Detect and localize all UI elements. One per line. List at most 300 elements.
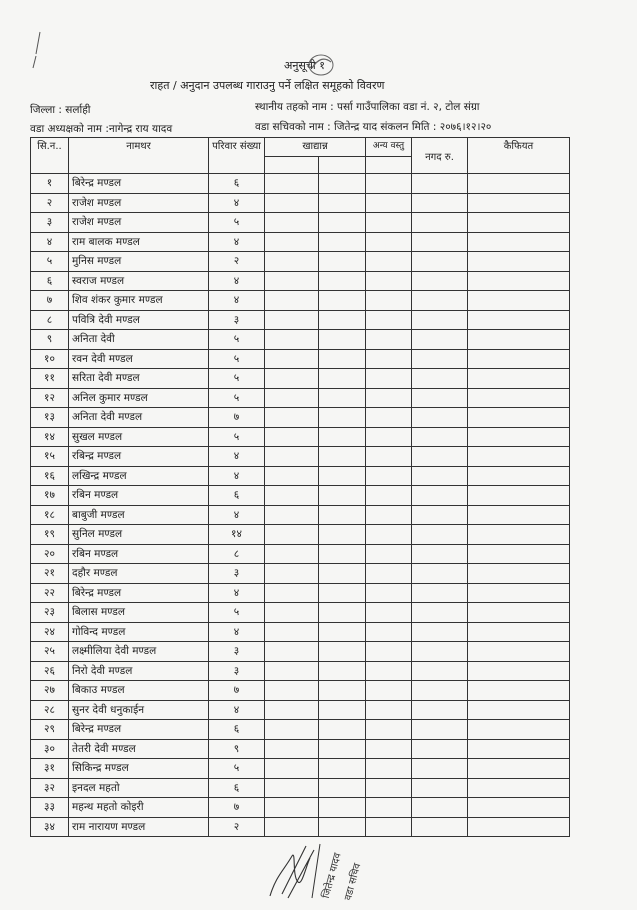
cell-name: सुखल मण्डल [69, 427, 209, 447]
cell-remarks [468, 369, 570, 389]
cell-cash [412, 466, 468, 486]
cell-name: राम नारायण मण्डल [69, 817, 209, 837]
ward-chair-label: वडा अध्यक्षको नाम :नागेन्द्र राय यादव [30, 123, 173, 135]
cell-name: राम बालक मण्डल [69, 232, 209, 252]
table-row [31, 661, 570, 681]
cell-family: ५ [209, 349, 265, 369]
cell-cash [412, 330, 468, 350]
cell-sn: १९ [31, 525, 69, 545]
cell-sn: ३ [31, 213, 69, 233]
cell-food-2 [319, 583, 366, 603]
cell-cash [412, 603, 468, 623]
table-row [31, 486, 570, 506]
cell-food-2 [319, 720, 366, 740]
table-body [31, 174, 570, 837]
table-row [31, 232, 570, 252]
cell-name: दहौर मण्डल [69, 564, 209, 584]
cell-sn: ४ [31, 232, 69, 252]
table-row [31, 798, 570, 818]
cell-name: इनदल महतो [69, 778, 209, 798]
cell-other [366, 583, 412, 603]
cell-sn: ३४ [31, 817, 69, 837]
table-row [31, 291, 570, 311]
cell-family: ६ [209, 486, 265, 506]
cell-sn: २१ [31, 564, 69, 584]
cell-family: ४ [209, 271, 265, 291]
cell-food-1 [265, 642, 319, 662]
cell-remarks [468, 427, 570, 447]
cell-food-2 [319, 642, 366, 662]
cell-food-2 [319, 759, 366, 779]
cell-name: अनिता देवी मण्डल [69, 408, 209, 428]
cell-cash [412, 271, 468, 291]
cell-family: ३ [209, 642, 265, 662]
table-row [31, 271, 570, 291]
cell-cash [412, 798, 468, 818]
cell-cash [412, 369, 468, 389]
cell-food-2 [319, 466, 366, 486]
cell-remarks [468, 291, 570, 311]
subheader-cell [319, 157, 366, 174]
cell-other [366, 759, 412, 779]
cell-food-1 [265, 213, 319, 233]
table-row [31, 759, 570, 779]
cell-other [366, 603, 412, 623]
cell-food-1 [265, 388, 319, 408]
cell-family: ६ [209, 778, 265, 798]
annex-label: अनुसूची १ [284, 59, 325, 72]
cell-other [366, 271, 412, 291]
table-row [31, 603, 570, 623]
cell-food-1 [265, 681, 319, 701]
cell-sn: १२ [31, 388, 69, 408]
cell-remarks [468, 408, 570, 428]
table-row [31, 193, 570, 213]
cell-other [366, 817, 412, 837]
table-row [31, 622, 570, 642]
cell-food-1 [265, 369, 319, 389]
cell-food-1 [265, 174, 319, 194]
cell-cash [412, 174, 468, 194]
cell-food-1 [265, 544, 319, 564]
table-row [31, 642, 570, 662]
cell-sn: १४ [31, 427, 69, 447]
cell-family: ४ [209, 193, 265, 213]
cell-food-2 [319, 252, 366, 272]
cell-food-2 [319, 310, 366, 330]
cell-cash [412, 349, 468, 369]
ward-secretary-label: वडा सचिवको नाम : जितेन्द्र याद संकलन मिति : २०७६।१२।२० [255, 121, 492, 133]
cell-food-1 [265, 603, 319, 623]
document-title: राहत / अनुदान उपलब्ध गाराउनु पर्ने लक्षित समूहको विवरण [150, 79, 385, 92]
col-header-name: नामथर [69, 138, 209, 174]
cell-other [366, 544, 412, 564]
cell-sn: ३२ [31, 778, 69, 798]
cell-other [366, 642, 412, 662]
cell-family: ४ [209, 583, 265, 603]
cell-remarks [468, 174, 570, 194]
cell-name: रबिन मण्डल [69, 486, 209, 506]
cell-other [366, 447, 412, 467]
cell-food-2 [319, 447, 366, 467]
cell-food-1 [265, 349, 319, 369]
cell-remarks [468, 544, 570, 564]
cell-remarks [468, 252, 570, 272]
cell-sn: १ [31, 174, 69, 194]
cell-food-1 [265, 291, 319, 311]
cell-family: ३ [209, 661, 265, 681]
cell-other [366, 291, 412, 311]
cell-food-1 [265, 486, 319, 506]
cell-food-1 [265, 427, 319, 447]
cell-other [366, 564, 412, 584]
stamp-icon [306, 52, 336, 78]
cell-food-2 [319, 564, 366, 584]
cell-other [366, 349, 412, 369]
cell-name: बिरेन्द्र मण्डल [69, 174, 209, 194]
cell-food-2 [319, 193, 366, 213]
table-row [31, 447, 570, 467]
cell-name: अनिता देवी [69, 330, 209, 350]
cell-remarks [468, 720, 570, 740]
cell-remarks [468, 681, 570, 701]
cell-cash [412, 817, 468, 837]
cell-food-1 [265, 700, 319, 720]
cell-food-2 [319, 525, 366, 545]
cell-food-2 [319, 330, 366, 350]
cell-cash [412, 408, 468, 428]
table-row [31, 544, 570, 564]
cell-sn: २३ [31, 603, 69, 623]
cell-family: ७ [209, 408, 265, 428]
cell-remarks [468, 310, 570, 330]
cell-other [366, 466, 412, 486]
cell-remarks [468, 778, 570, 798]
district-label: जिल्ला : सर्लाही [30, 104, 91, 116]
table-header-row [31, 138, 570, 157]
cell-other [366, 720, 412, 740]
cell-food-1 [265, 720, 319, 740]
cell-name: अनिल कुमार मण्डल [69, 388, 209, 408]
cell-name: सुनिल मण्डल [69, 525, 209, 545]
cell-other [366, 622, 412, 642]
cell-cash [412, 486, 468, 506]
cell-cash [412, 622, 468, 642]
cell-food-1 [265, 447, 319, 467]
cell-other [366, 486, 412, 506]
cell-sn: १३ [31, 408, 69, 428]
cell-name: बिलास मण्डल [69, 603, 209, 623]
cell-food-1 [265, 232, 319, 252]
cell-family: ४ [209, 622, 265, 642]
cell-family: ५ [209, 213, 265, 233]
cell-food-1 [265, 622, 319, 642]
cell-remarks [468, 564, 570, 584]
signature-title: वडा सचिव [342, 862, 364, 902]
cell-remarks [468, 525, 570, 545]
cell-remarks [468, 193, 570, 213]
cell-sn: ६ [31, 271, 69, 291]
cell-food-2 [319, 291, 366, 311]
cell-other [366, 778, 412, 798]
table-row [31, 700, 570, 720]
cell-name: सरिता देवी मण्डल [69, 369, 209, 389]
cell-other [366, 252, 412, 272]
cell-cash [412, 252, 468, 272]
beneficiary-table [30, 137, 570, 837]
cell-cash [412, 525, 468, 545]
cell-family: ४ [209, 700, 265, 720]
cell-remarks [468, 700, 570, 720]
cell-remarks [468, 642, 570, 662]
cell-other [366, 700, 412, 720]
cell-sn: २५ [31, 642, 69, 662]
cell-remarks [468, 447, 570, 467]
cell-cash [412, 564, 468, 584]
cell-food-2 [319, 486, 366, 506]
cell-sn: २४ [31, 622, 69, 642]
cell-cash [412, 739, 468, 759]
cell-sn: ११ [31, 369, 69, 389]
cell-food-1 [265, 778, 319, 798]
cell-family: ५ [209, 369, 265, 389]
cell-cash [412, 310, 468, 330]
cell-name: लखिन्द्र मण्डल [69, 466, 209, 486]
table-row [31, 505, 570, 525]
cell-other [366, 505, 412, 525]
cell-food-2 [319, 603, 366, 623]
table-row [31, 525, 570, 545]
cell-sn: १० [31, 349, 69, 369]
cell-sn: २७ [31, 681, 69, 701]
table-row [31, 817, 570, 837]
cell-food-1 [265, 271, 319, 291]
cell-other [366, 388, 412, 408]
cell-food-2 [319, 369, 366, 389]
cell-remarks [468, 759, 570, 779]
cell-name: बाबुजी मण्डल [69, 505, 209, 525]
cell-name: स्वराज मण्डल [69, 271, 209, 291]
cell-sn: १६ [31, 466, 69, 486]
cell-name: रवन देवी मण्डल [69, 349, 209, 369]
cell-other [366, 798, 412, 818]
cell-name: लक्ष्मीलिया देवी मण्डल [69, 642, 209, 662]
cell-cash [412, 388, 468, 408]
cell-food-2 [319, 622, 366, 642]
cell-remarks [468, 661, 570, 681]
table-row [31, 739, 570, 759]
cell-food-1 [265, 330, 319, 350]
cell-remarks [468, 622, 570, 642]
cell-food-1 [265, 310, 319, 330]
cell-cash [412, 759, 468, 779]
cell-name: निरो देवी मण्डल [69, 661, 209, 681]
cell-cash [412, 681, 468, 701]
table-row [31, 564, 570, 584]
cell-food-2 [319, 408, 366, 428]
cell-food-2 [319, 798, 366, 818]
cell-family: ५ [209, 330, 265, 350]
cell-name: बिकाउ मण्डल [69, 681, 209, 701]
col-header-other: अन्य वस्तु [366, 138, 412, 157]
cell-remarks [468, 817, 570, 837]
table-row [31, 466, 570, 486]
signature-name: जितेन्द्र यादव [320, 851, 344, 900]
cell-family: ४ [209, 232, 265, 252]
table-row [31, 427, 570, 447]
table-row [31, 349, 570, 369]
cell-other [366, 661, 412, 681]
cell-sn: ३३ [31, 798, 69, 818]
cell-food-1 [265, 798, 319, 818]
cell-family: ४ [209, 447, 265, 467]
col-header-family: परिवार संख्या [209, 138, 265, 174]
cell-sn: १७ [31, 486, 69, 506]
cell-sn: २० [31, 544, 69, 564]
cell-food-1 [265, 466, 319, 486]
cell-sn: ८ [31, 310, 69, 330]
cell-family: ९ [209, 739, 265, 759]
col-header-sn: सि.न.. [31, 138, 69, 174]
cell-name: मुनिस मण्डल [69, 252, 209, 272]
cell-family: २ [209, 817, 265, 837]
cell-family: ६ [209, 174, 265, 194]
cell-cash [412, 427, 468, 447]
cell-remarks [468, 388, 570, 408]
cell-food-2 [319, 817, 366, 837]
cell-name: रबिन मण्डल [69, 544, 209, 564]
cell-family: ३ [209, 310, 265, 330]
cell-family: ५ [209, 603, 265, 623]
cell-food-2 [319, 505, 366, 525]
cell-remarks [468, 798, 570, 818]
table-row [31, 213, 570, 233]
cell-other [366, 525, 412, 545]
table-row [31, 252, 570, 272]
cell-food-2 [319, 232, 366, 252]
col-header-remarks: कैफियत [468, 138, 570, 174]
cell-sn: ९ [31, 330, 69, 350]
table-row [31, 681, 570, 701]
cell-sn: १८ [31, 505, 69, 525]
cell-cash [412, 193, 468, 213]
table-row [31, 330, 570, 350]
cell-other [366, 213, 412, 233]
cell-remarks [468, 232, 570, 252]
cell-name: राजेश मण्डल [69, 213, 209, 233]
cell-sn: २८ [31, 700, 69, 720]
cell-food-2 [319, 778, 366, 798]
cell-other [366, 427, 412, 447]
cell-family: ५ [209, 427, 265, 447]
cell-remarks [468, 213, 570, 233]
cell-cash [412, 720, 468, 740]
cell-remarks [468, 349, 570, 369]
table-row [31, 583, 570, 603]
cell-food-2 [319, 271, 366, 291]
cell-cash [412, 232, 468, 252]
cell-other [366, 330, 412, 350]
cell-food-2 [319, 544, 366, 564]
cell-other [366, 232, 412, 252]
cell-food-1 [265, 564, 319, 584]
cell-remarks [468, 466, 570, 486]
cell-remarks [468, 271, 570, 291]
cell-family: १४ [209, 525, 265, 545]
table-row [31, 310, 570, 330]
cell-cash [412, 505, 468, 525]
cell-other [366, 174, 412, 194]
cell-food-2 [319, 427, 366, 447]
cell-family: ६ [209, 720, 265, 740]
cell-remarks [468, 583, 570, 603]
cell-family: ५ [209, 388, 265, 408]
cell-cash [412, 778, 468, 798]
cell-food-2 [319, 739, 366, 759]
cell-cash [412, 642, 468, 662]
cell-food-1 [265, 252, 319, 272]
cell-family: ४ [209, 466, 265, 486]
cell-sn: ५ [31, 252, 69, 272]
cell-food-1 [265, 817, 319, 837]
cell-other [366, 193, 412, 213]
cell-sn: ७ [31, 291, 69, 311]
col-header-cash: नगद रु. [412, 138, 468, 174]
cell-remarks [468, 739, 570, 759]
cell-cash [412, 447, 468, 467]
cell-other [366, 408, 412, 428]
cell-name: रबिन्द्र मण्डल [69, 447, 209, 467]
cell-name: बिरेन्द्र मण्डल [69, 583, 209, 603]
cell-cash [412, 544, 468, 564]
cell-other [366, 369, 412, 389]
local-level-label: स्थानीय तहको नाम : पर्सा गाउँपालिका वडा नं. २, टोल संग्रा [255, 101, 480, 113]
cell-name: पवित्रि देवी मण्डल [69, 310, 209, 330]
cell-name: गोविन्द मण्डल [69, 622, 209, 642]
subheader-cell [366, 157, 412, 174]
cell-family: २ [209, 252, 265, 272]
cell-food-2 [319, 700, 366, 720]
col-header-food: खाद्यान्न [265, 138, 366, 157]
subheader-cell [265, 157, 319, 174]
table-row [31, 174, 570, 194]
cell-cash [412, 661, 468, 681]
cell-family: ३ [209, 564, 265, 584]
cell-remarks [468, 603, 570, 623]
cell-food-1 [265, 505, 319, 525]
cell-cash [412, 213, 468, 233]
cell-name: सिकिन्द्र मण्डल [69, 759, 209, 779]
cell-family: ५ [209, 759, 265, 779]
cell-family: ७ [209, 798, 265, 818]
table-row [31, 408, 570, 428]
cell-name: बिरेन्द्र मण्डल [69, 720, 209, 740]
cell-food-2 [319, 349, 366, 369]
cell-food-1 [265, 525, 319, 545]
cell-cash [412, 291, 468, 311]
cell-food-2 [319, 661, 366, 681]
table-row [31, 720, 570, 740]
cell-remarks [468, 505, 570, 525]
margin-pen-mark [30, 30, 44, 70]
cell-family: ८ [209, 544, 265, 564]
cell-family: ७ [209, 681, 265, 701]
cell-family: ४ [209, 291, 265, 311]
cell-food-2 [319, 388, 366, 408]
table-row [31, 369, 570, 389]
cell-food-1 [265, 661, 319, 681]
cell-sn: ३० [31, 739, 69, 759]
